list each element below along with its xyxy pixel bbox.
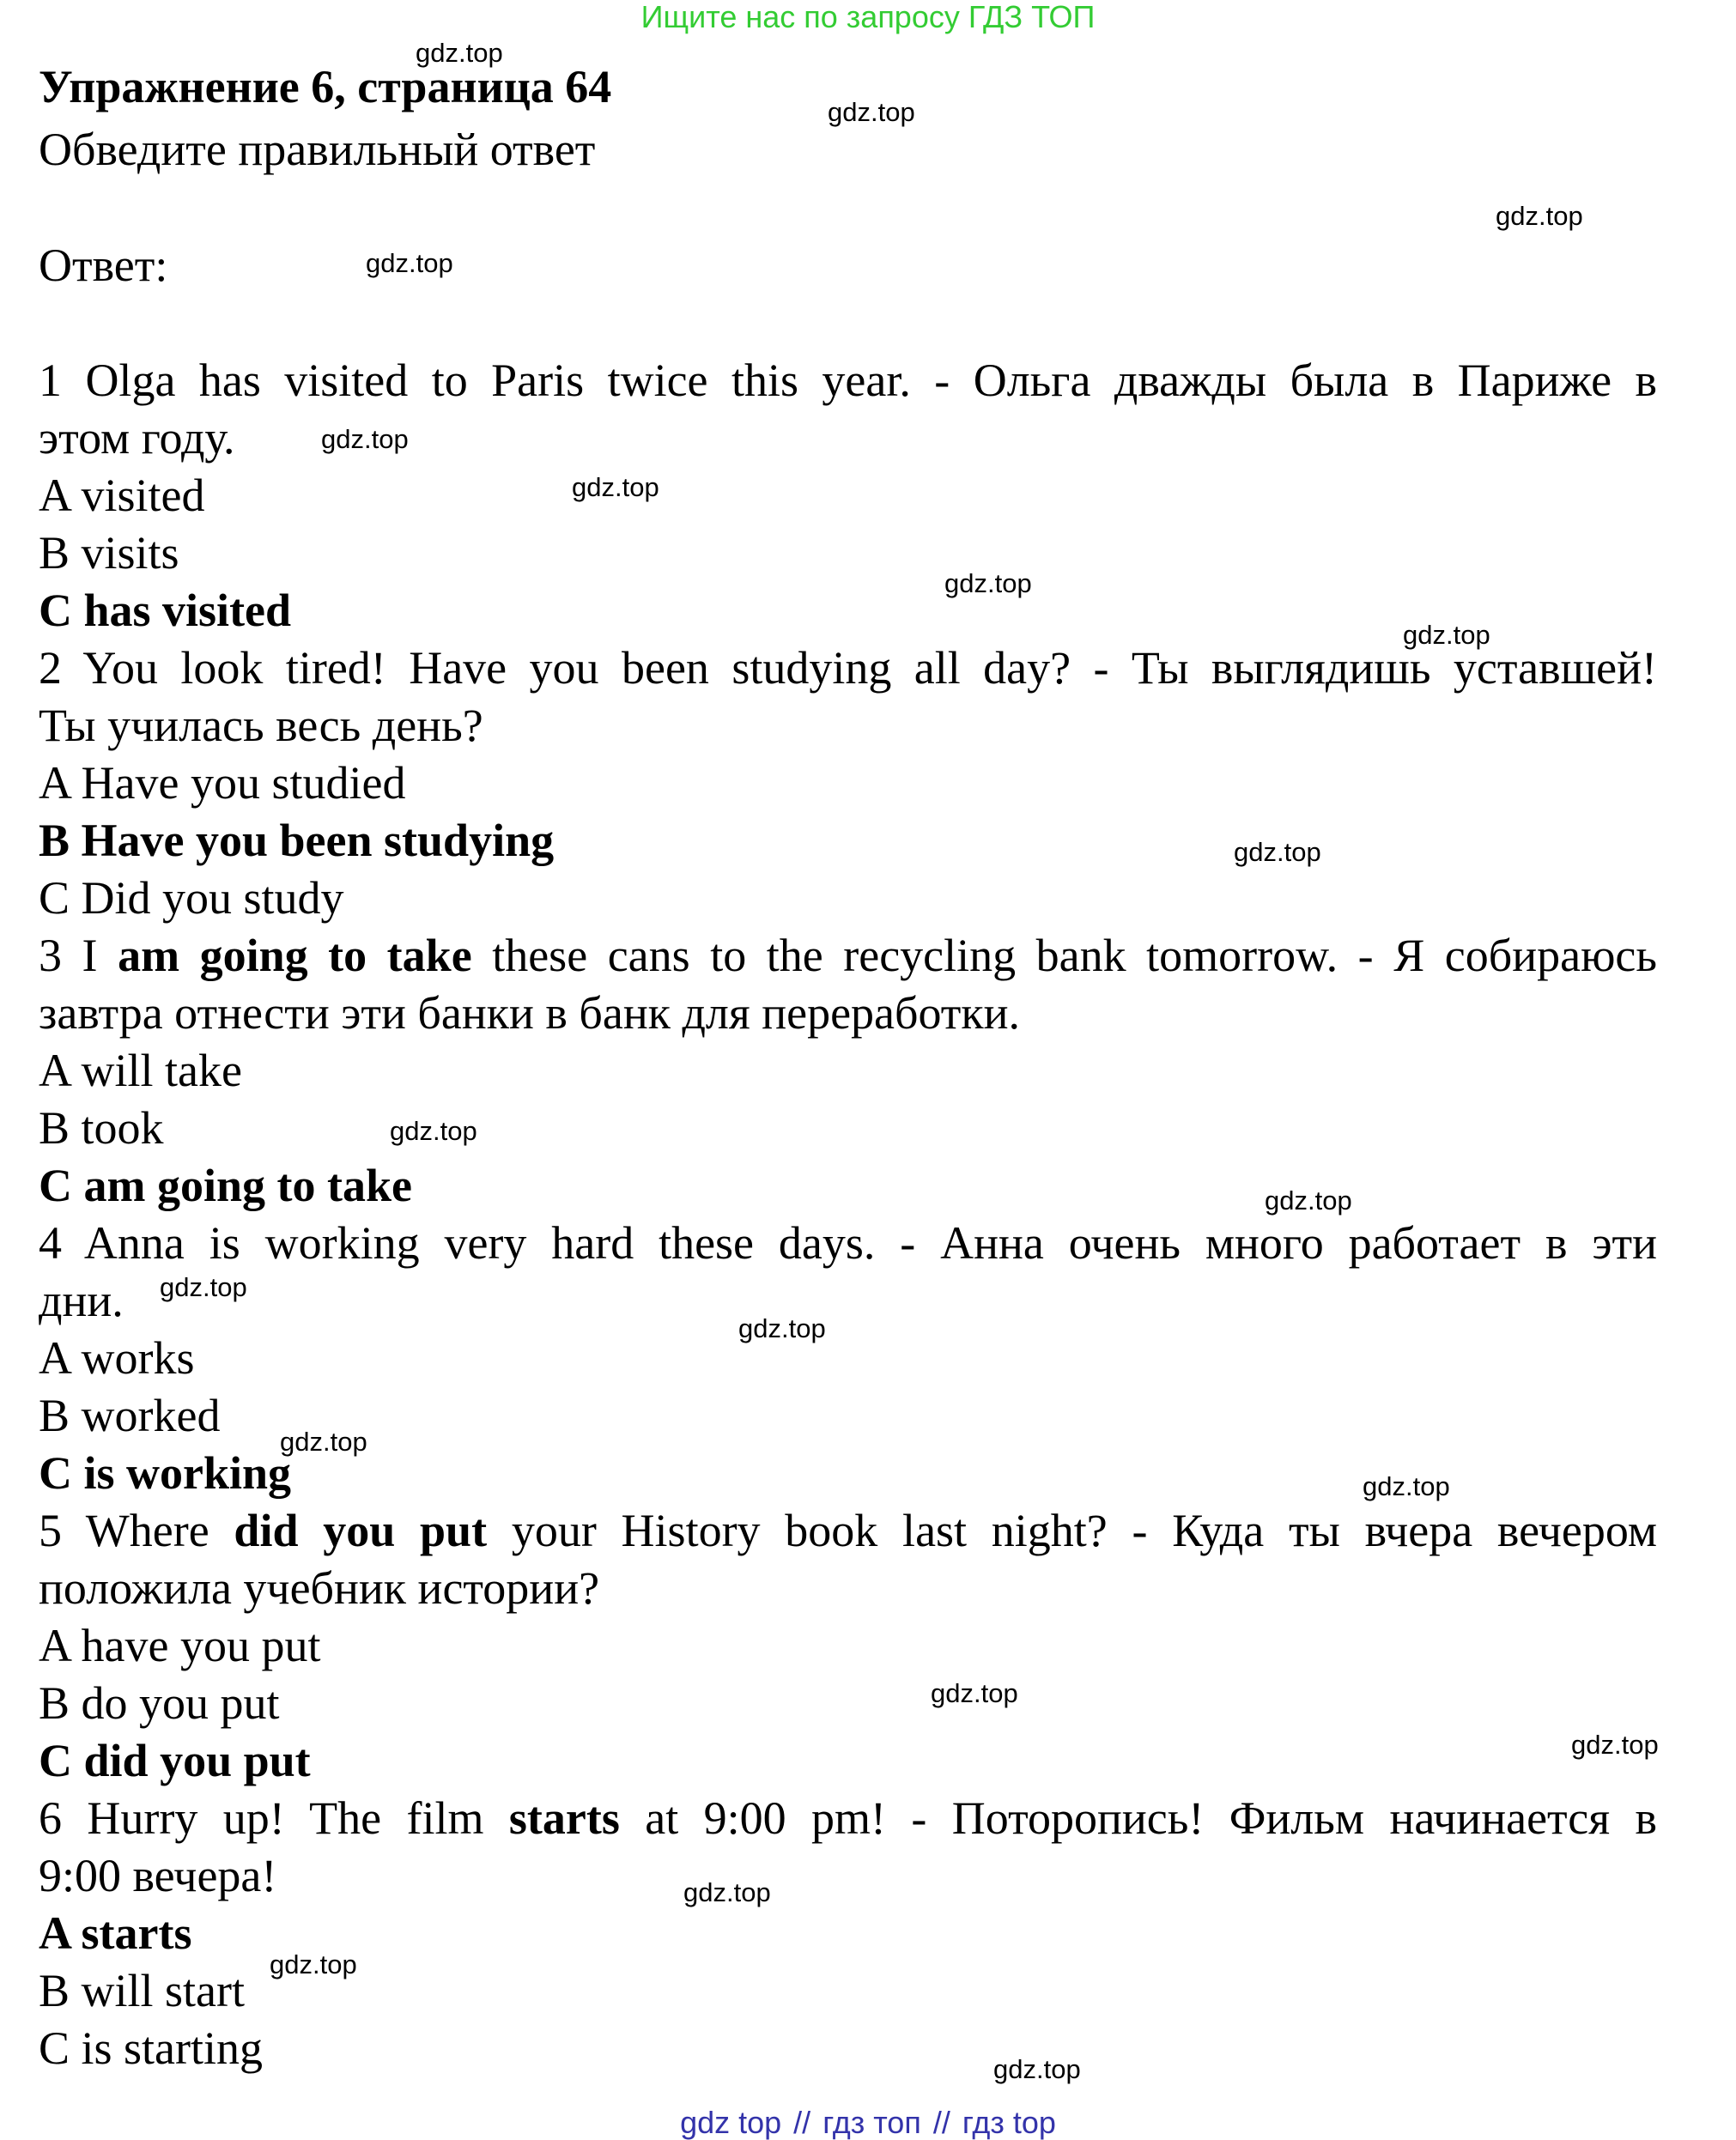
watermark: gdz.top <box>1496 201 1583 231</box>
option-5a: A have you put <box>39 1620 321 1671</box>
answer-label: Ответ: <box>39 239 168 291</box>
watermark: gdz.top <box>993 2054 1081 2084</box>
watermark: gdz.top <box>1363 1471 1450 1501</box>
footer-separator: // <box>932 2105 950 2140</box>
watermark: gdz.top <box>1571 1730 1659 1760</box>
option-5b: B do you put <box>39 1677 280 1729</box>
footer-link-gdz-top-mixed[interactable]: гдз top <box>962 2105 1056 2140</box>
option-4c-correct: C is working <box>39 1447 292 1499</box>
option-2b-correct: B Have you been studying <box>39 815 555 866</box>
instruction: Обведите правильный ответ <box>39 124 596 175</box>
question-4-line-1: 4 Anna is working very hard these days. - Анна очень много работает в эти <box>39 1217 1657 1269</box>
watermark: gdz.top <box>416 38 503 68</box>
footer-link-gdz-top[interactable]: gdz top <box>680 2105 782 2140</box>
option-3c-correct: C am going to take <box>39 1160 412 1211</box>
question-5-line-1 <box>39 1502 1657 1560</box>
watermark: gdz.top <box>572 472 659 502</box>
option-4b: B worked <box>39 1390 221 1441</box>
watermark: gdz.top <box>944 568 1032 598</box>
watermark: gdz.top <box>160 1272 247 1302</box>
question-1-line-2: этом году. <box>39 412 235 464</box>
footer-link-gdz-top-ru[interactable]: гдз топ <box>822 2105 921 2140</box>
option-1b: B visits <box>39 527 179 579</box>
question-5-post: your History book last night? - Куда ты вчера вечером <box>487 1505 1657 1556</box>
option-6a-correct: A starts <box>39 1907 192 1959</box>
watermark: gdz.top <box>280 1427 367 1457</box>
question-2-line-1: 2 You look tired! Have you been studying all day? - Ты выглядишь уставшей! <box>39 642 1657 694</box>
watermark: gdz.top <box>390 1116 477 1146</box>
question-3-line-2: завтра отнести эти банки в банк для переработки. <box>39 987 1021 1039</box>
question-3-pre: 3 I <box>39 930 118 981</box>
option-1c-correct: C has visited <box>39 585 292 636</box>
watermark: gdz.top <box>321 424 409 454</box>
option-2a: A Have you studied <box>39 757 406 809</box>
top-banner: Ищите нас по запросу ГДЗ ТОП <box>640 0 1096 34</box>
option-6b: B will start <box>39 1965 245 2016</box>
option-6c: C is starting <box>39 2022 264 2074</box>
question-1-line-1: 1 Olga has visited to Paris twice this year. - Ольга дважды была в Париже в <box>39 355 1657 406</box>
watermark: gdz.top <box>1403 620 1490 650</box>
question-3-bold: am going to take <box>118 930 472 981</box>
watermark: gdz.top <box>683 1877 771 1907</box>
question-6-post: at 9:00 pm! - Поторопись! Фильм начинается в <box>619 1792 1657 1844</box>
footer-separator: // <box>793 2105 811 2140</box>
footer <box>0 2106 1736 2140</box>
watermark: gdz.top <box>1234 837 1321 867</box>
watermark: gdz.top <box>738 1313 826 1343</box>
question-6-bold: starts <box>508 1792 620 1844</box>
option-4a: A works <box>39 1332 195 1384</box>
option-3b: B took <box>39 1102 164 1154</box>
watermark: gdz.top <box>828 97 915 127</box>
option-5c-correct: C did you put <box>39 1735 311 1786</box>
question-5-line-2: положила учебник истории? <box>39 1562 600 1614</box>
question-6-line-2: 9:00 вечера! <box>39 1850 277 1901</box>
option-3a: A will take <box>39 1045 242 1096</box>
question-5-bold: did you put <box>234 1505 488 1556</box>
page-title: Упражнение 6, страница 64 <box>39 61 612 112</box>
question-2-line-2: Ты училась весь день? <box>39 700 483 751</box>
watermark: gdz.top <box>1265 1185 1352 1215</box>
question-3-post: these cans to the recycling bank tomorrow. - Я собираюсь <box>471 930 1657 981</box>
watermark: gdz.top <box>931 1678 1018 1708</box>
option-1a: A visited <box>39 470 205 521</box>
watermark: gdz.top <box>366 248 453 278</box>
question-6-line-1 <box>39 1790 1657 1847</box>
question-6-pre: 6 Hurry up! The film <box>39 1792 509 1844</box>
question-4-line-2: дни. <box>39 1275 124 1326</box>
watermark: gdz.top <box>270 1949 357 1979</box>
question-5-pre: 5 Where <box>39 1505 234 1556</box>
option-2c: C Did you study <box>39 872 344 924</box>
question-3-line-1 <box>39 927 1657 985</box>
